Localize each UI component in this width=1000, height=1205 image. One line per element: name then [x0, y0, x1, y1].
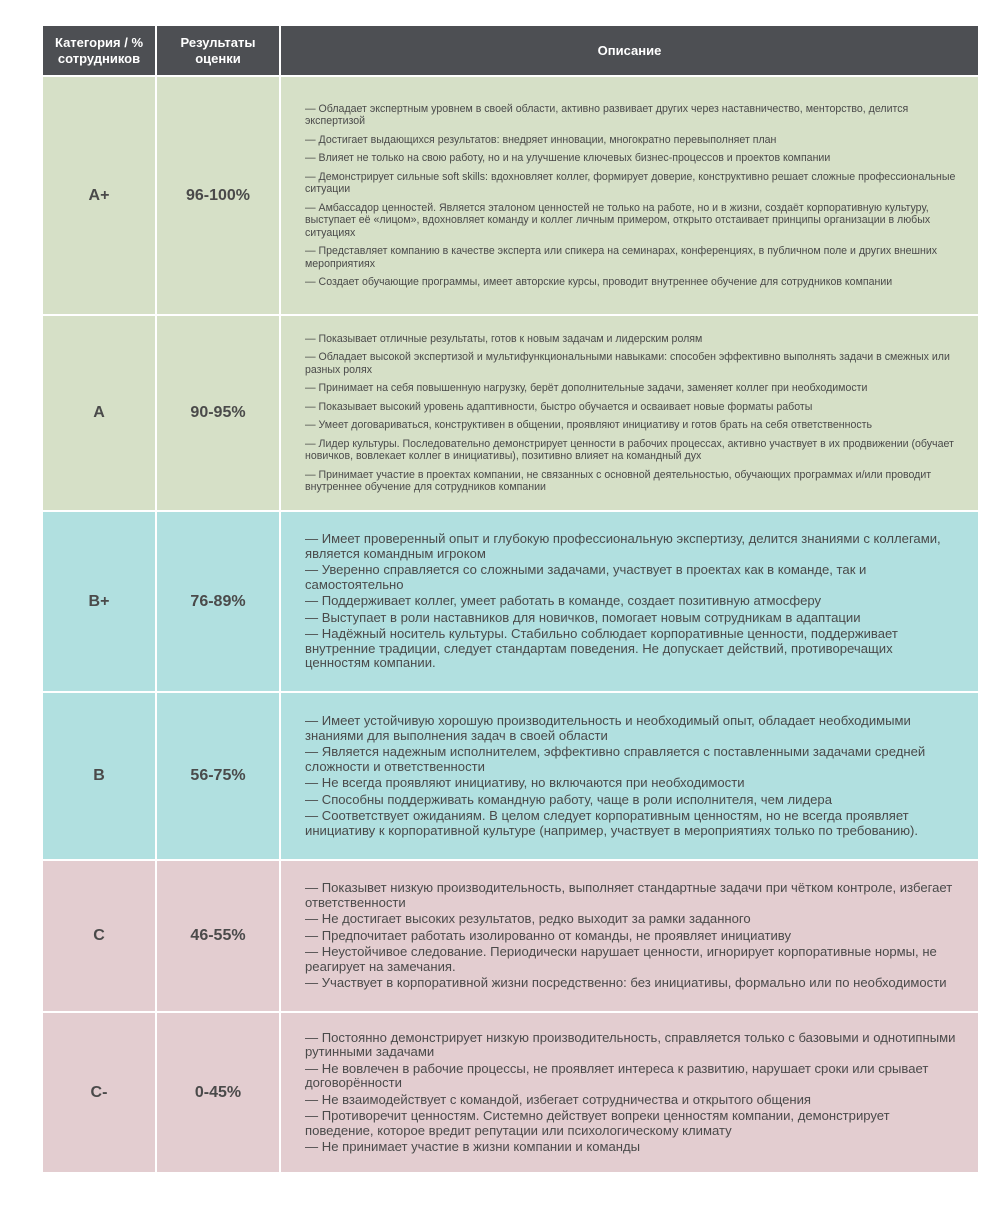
description-item: — Выступает в роли наставников для новичков, помогает новым сотрудникам в адаптации	[305, 609, 861, 625]
header-description: Описание	[280, 26, 978, 76]
description-item: — Обладает высокой экспертизой и мультифункциональными навыками: способен эффективно выполнять задачи в смежных или разных ролях	[305, 351, 950, 376]
description-cell	[280, 76, 978, 315]
category-cell: C-	[43, 1012, 156, 1172]
description-item: — Достигает выдающихся результатов: внедряет инновации, многократно перевыполняет план	[305, 133, 777, 146]
table-row	[43, 692, 978, 860]
description-cell	[280, 692, 978, 860]
description-item: — Показывает высокий уровень адаптивности, быстро обучается и осваивает новые форматы работы	[305, 400, 813, 413]
result-cell: 0-45%	[156, 1012, 280, 1172]
header-result: Результаты оценки	[156, 26, 280, 76]
description-item: — Уверенно справляется со сложными задачами, участвует в проектах как в команде, так и самостоятельно	[305, 562, 867, 592]
description-item: — Показывет низкую производительность, выполняет стандартные задачи при чётком контроле, избегает ответственности	[305, 880, 953, 910]
description-item: — Надёжный носитель культуры. Стабильно соблюдает корпоративные ценности, поддерживает внутренние традиции, следует стандартам поведения. Не допускает действий, противоречащих ценностям компании.	[305, 626, 898, 671]
category-cell: C	[43, 860, 156, 1012]
table-row	[43, 76, 978, 315]
description-item: — Не всегда проявляют инициативу, но включаются при необходимости	[305, 775, 745, 790]
table-row	[43, 860, 978, 1012]
description-cell	[280, 860, 978, 1012]
description-item: — Создает обучающие программы, имеет авторские курсы, проводит внутреннее обучение для сотрудников компании	[305, 276, 893, 288]
grading-table	[43, 26, 978, 1172]
description-item: — Участвует в корпоративной жизни посредственно: без инициативы, формально или по необходимости	[305, 975, 947, 991]
description-item: — Показывает отличные результаты, готов к новым задачам и лидерским ролям	[305, 332, 703, 345]
description-item: — Обладает экспертным уровнем в своей области, активно развивает других через наставничество, менторство, делится экспертизой	[305, 102, 909, 127]
description-item: — Влияет не только на свою работу, но и на улучшение ключевых бизнес-процессов и проектов компании	[305, 152, 831, 164]
table-row	[43, 1012, 978, 1172]
description-item: — Имеет проверенный опыт и глубокую профессиональную экспертизу, делится знаниями с коллегами, является командным игроком	[305, 531, 941, 561]
description-cell	[280, 511, 978, 692]
description-cell	[280, 1012, 978, 1172]
description-item: — Предпочитает работать изолированно от команды, не проявляет инициативу	[305, 927, 791, 943]
description-item: — Постоянно демонстрирует низкую производительность, справляется только с базовыми и однотипными рутинными задачами	[305, 1029, 956, 1059]
category-cell: A+	[43, 76, 156, 315]
description-item: — Демонстрирует сильные soft skills: вдохновляет коллег, формирует доверие, конструктивно решает сложные профессиональные ситуации	[305, 170, 956, 195]
description-item: — Не принимает участие в жизни компании и команды	[305, 1139, 641, 1154]
table-row	[43, 511, 978, 692]
description-item: — Лидер культуры. Последовательно демонстрирует ценности в рабочих процессах, активно участвует в их продвижении (обучает новичков, вовлекает коллег в инициативы), позитивно влияет на командный дух	[305, 437, 954, 462]
description-item: — Способны поддерживать командную работу, чаще в роли исполнителя, чем лидера	[305, 791, 832, 807]
result-cell: 46-55%	[156, 860, 280, 1012]
description-item: — Соответствует ожиданиям. В целом следует корпоративным ценностям, но не всегда проявляет инициативу к корпоративной культуре (например, участвует в мероприятиях только по требованию).	[305, 808, 919, 838]
description-item: — Принимает участие в проектах компании, не связанных с основной деятельностью, обучающих программах и/или проводит внутреннее обучение для сотрудников компании	[305, 468, 932, 493]
description-item: — Противоречит ценностям. Системно действует вопреки ценностям компании, демонстрирует поведение, которое вредит репутации или психологическому климату	[305, 1108, 890, 1138]
description-item: — Не вовлечен в рабочие процессы, не проявляет интереса к развитию, нарушает сроки или срывает договорённости	[305, 1060, 929, 1090]
description-item: — Имеет устойчивую хорошую производительность и необходимый опыт, обладает необходимыми знаниями для выполнения задач в своей области	[305, 713, 911, 743]
description-item: — Амбассадор ценностей. Является эталоном ценностей не только на работе, но и в жизни, создаёт корпоративную культуру, выступает её «лицом», вдохновляет команду и коллег личным примером, открыто отстаивает принципы организации в любых ситуациях	[305, 201, 931, 239]
description-item: — Умеет договариваться, конструктивен в общении, проявляют инициативу и готов брать на себя ответственность	[305, 419, 873, 431]
header-category: Категория / % сотрудников	[43, 26, 156, 76]
category-cell: B	[43, 692, 156, 860]
description-item: — Неустойчивое следование. Периодически нарушает ценности, игнорирует корпоративные нормы, не реагирует на замечания.	[305, 944, 937, 974]
description-item: — Не достигает высоких результатов, редко выходит за рамки заданного	[305, 911, 751, 927]
description-item: — Является надежным исполнителем, эффективно справляется с поставленными задачами средней сложности и ответственности	[305, 744, 926, 774]
description-cell	[280, 315, 978, 511]
result-cell: 76-89%	[156, 511, 280, 692]
description-item: — Поддерживает коллег, умеет работать в команде, создает позитивную атмосферу	[305, 593, 822, 609]
category-cell: A	[43, 315, 156, 511]
result-cell: 56-75%	[156, 692, 280, 860]
table-row	[43, 315, 978, 511]
header-row	[43, 26, 978, 76]
description-item: — Принимает на себя повышенную нагрузку, берёт дополнительные задачи, заменяет коллег при необходимости	[305, 382, 868, 394]
result-cell: 96-100%	[156, 76, 280, 315]
description-item: — Представляет компанию в качестве эксперта или спикера на семинарах, конференциях, в публичном поле и других внешних мероприятиях	[305, 245, 938, 270]
description-item: — Не взаимодействует с командой, избегает сотрудничества и открытого общения	[305, 1091, 811, 1107]
category-cell: B+	[43, 511, 156, 692]
result-cell: 90-95%	[156, 315, 280, 511]
